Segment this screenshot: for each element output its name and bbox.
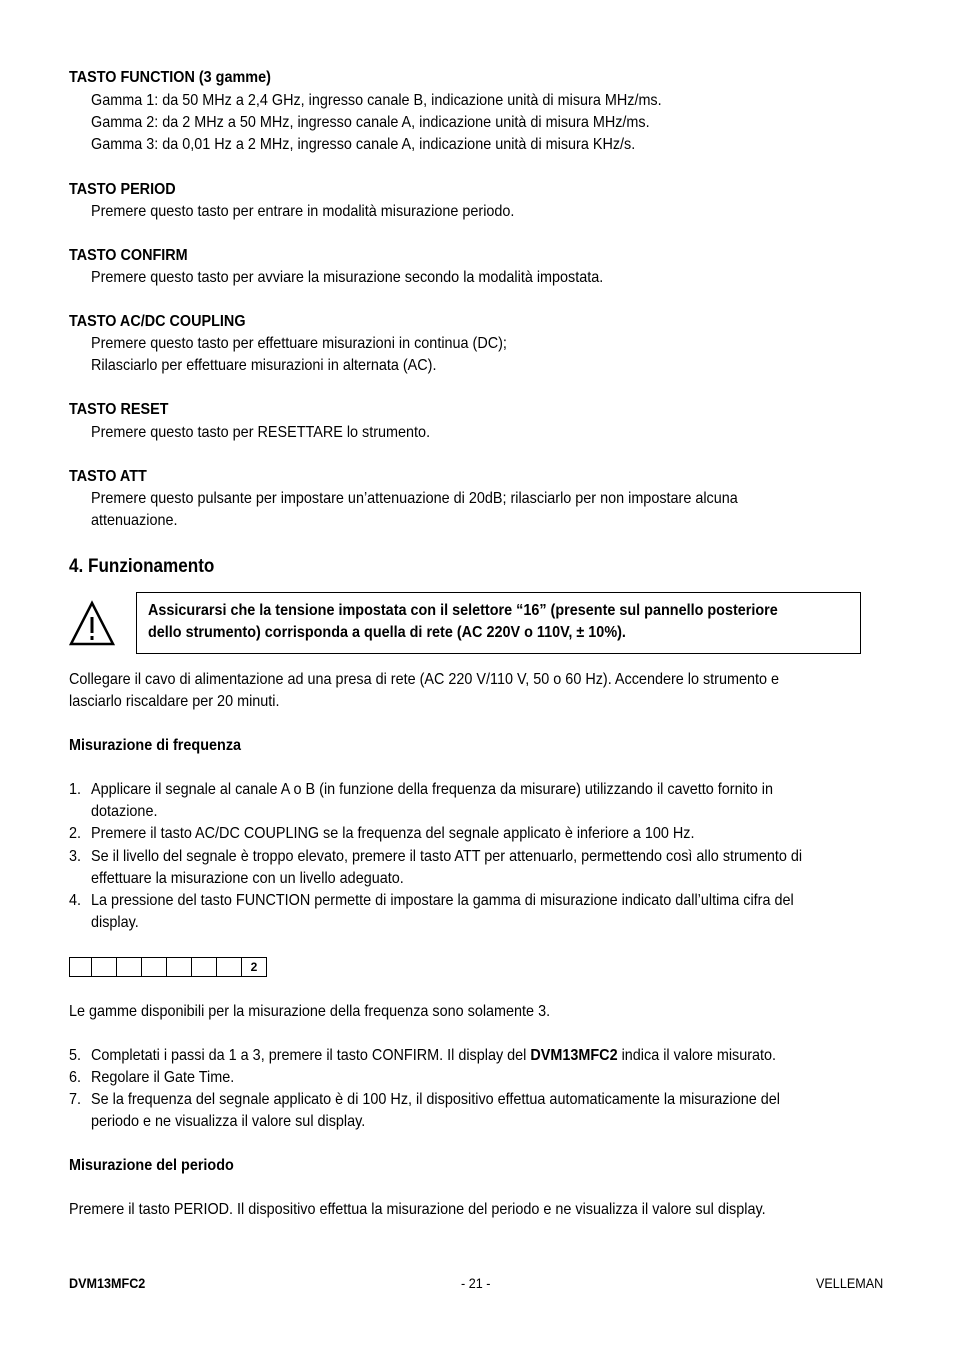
step-4-line-1: La pressione del tasto FUNCTION permette di impostare la gamma di misurazione indicato dall’ultima cifra del — [91, 892, 794, 909]
period-key-text: Premere questo tasto per entrare in modalità misurazione periodo. — [91, 203, 515, 220]
confirm-key-heading: TASTO CONFIRM — [69, 247, 188, 264]
confirm-key-text: Premere questo tasto per avviare la misurazione secondo la modalità impostata. — [91, 269, 604, 286]
step-2-line-1: Premere il tasto AC/DC COUPLING se la frequenza del segnale applicato è inferiore a 100 Hz. — [91, 825, 695, 842]
period-measure-text: Premere il tasto PERIOD. Il dispositivo effettua la misurazione del periodo e ne visualizza il valore sul display. — [69, 1201, 766, 1218]
step-number: 7. — [69, 1091, 82, 1108]
digit-cell — [91, 957, 117, 977]
step-1-line-2: dotazione. — [91, 803, 158, 820]
coupling-key-text-2: Rilasciarlo per effettuare misurazioni in alternata (AC). — [91, 357, 437, 374]
step-number: 1. — [69, 781, 82, 798]
step-number: 4. — [69, 892, 82, 909]
period-measure-heading: Misurazione del periodo — [69, 1157, 234, 1174]
att-key-text-1: Premere questo pulsante per impostare un’attenuazione di 20dB; rilasciarlo per non impostare alcuna — [91, 490, 738, 507]
digit-cell — [216, 957, 242, 977]
step-5-post: indica il valore misurato. — [617, 1047, 777, 1064]
step-6-line-1: Regolare il Gate Time. — [91, 1069, 235, 1086]
function-range-2: Gamma 2: da 2 MHz a 50 MHz, ingresso canale A, indicazione unità di misura MHz/ms. — [91, 114, 650, 131]
coupling-key-text-1: Premere questo tasto per effettuare misurazioni in continua (DC); — [91, 335, 507, 352]
digit-display — [69, 957, 267, 977]
att-key-text-2: attenuazione. — [91, 512, 178, 529]
freq-measure-heading: Misurazione di frequenza — [69, 737, 242, 754]
footer-brand: VELLEMAN — [816, 1275, 884, 1291]
step-1-line-1: Applicare il segnale al canale A o B (in funzione della frequenza da misurare) utilizzando il cavetto fornito in — [91, 781, 774, 798]
digit-cell — [141, 957, 167, 977]
period-key-heading: TASTO PERIOD — [69, 181, 176, 198]
reset-key-text: Premere questo tasto per RESETTARE lo strumento. — [91, 424, 431, 441]
step-3-line-2: effettuare la misurazione con un livello adeguato. — [91, 870, 404, 887]
function-key-heading: TASTO FUNCTION (3 gamme) — [69, 69, 271, 86]
step-5-line-1 — [91, 1045, 776, 1067]
digit-cell-last: 2 — [241, 957, 267, 977]
intro-line-2: lasciarlo riscaldare per 20 minuti. — [69, 693, 280, 710]
digit-cell — [69, 957, 92, 977]
warning-line-1: Assicurarsi che la tensione impostata con il selettore “16” (presente sul pannello posteriore — [148, 602, 778, 619]
step-5-pre: Completati i passi da 1 a 3, premere il tasto CONFIRM. Il display del — [91, 1047, 531, 1064]
digit-cell — [166, 957, 192, 977]
step-7-line-1: Se la frequenza del segnale applicato è di 100 Hz, il dispositivo effettua automaticamente la misurazione del — [91, 1091, 780, 1108]
ranges-note: Le gamme disponibili per la misurazione della frequenza sono solamente 3. — [69, 1003, 551, 1020]
digit-cell — [191, 957, 217, 977]
step-number: 2. — [69, 825, 82, 842]
step-number: 5. — [69, 1047, 82, 1064]
footer-page-number: - 21 - — [461, 1275, 491, 1291]
intro-line-1: Collegare il cavo di alimentazione ad una presa di rete (AC 220 V/110 V, 50 o 60 Hz). Accendere lo strumento e — [69, 671, 780, 688]
warning-box — [136, 592, 861, 654]
reset-key-heading: TASTO RESET — [69, 401, 169, 418]
step-number: 3. — [69, 848, 82, 865]
section-title: 4. Funzionamento — [69, 556, 215, 577]
warning-triangle-icon — [69, 600, 115, 646]
step-7-line-2: periodo e ne visualizza il valore sul display. — [91, 1113, 366, 1130]
att-key-heading: TASTO ATT — [69, 468, 147, 485]
step-4-line-2: display. — [91, 914, 139, 931]
function-range-1: Gamma 1: da 50 MHz a 2,4 GHz, ingresso canale B, indicazione unità di misura MHz/ms. — [91, 92, 662, 109]
coupling-key-heading: TASTO AC/DC COUPLING — [69, 313, 246, 330]
model-name: DVM13MFC2 — [530, 1047, 618, 1064]
warning-text — [148, 600, 778, 644]
warning-line-2: dello strumento) corrisponda a quella di rete (AC 220V o 110V, ± 10%). — [148, 624, 626, 641]
step-number: 6. — [69, 1069, 82, 1086]
digit-cell — [116, 957, 142, 977]
footer-model: DVM13MFC2 — [69, 1275, 146, 1291]
function-range-3: Gamma 3: da 0,01 Hz a 2 MHz, ingresso canale A, indicazione unità di misura KHz/s. — [91, 136, 636, 153]
step-3-line-1: Se il livello del segnale è troppo elevato, premere il tasto ATT per attenuarlo, permettendo così allo strumento di — [91, 848, 803, 865]
